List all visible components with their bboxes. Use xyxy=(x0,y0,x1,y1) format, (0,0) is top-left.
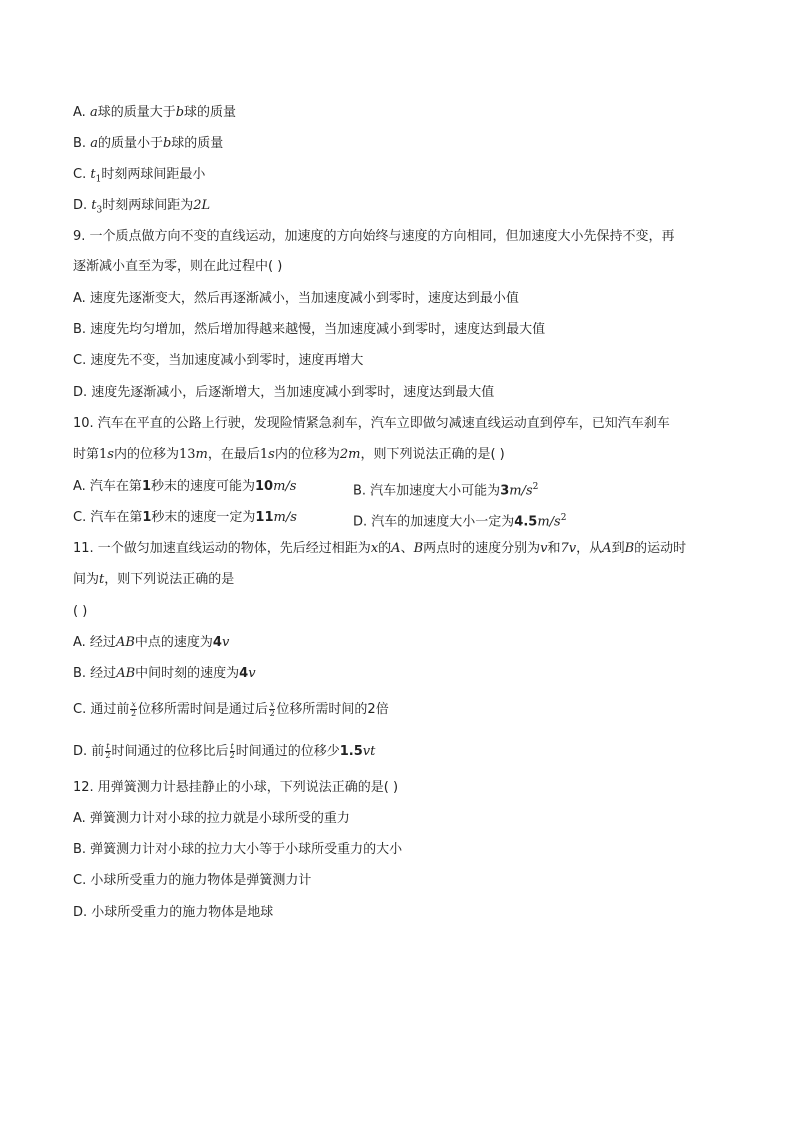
math: A xyxy=(391,541,401,556)
number: 10 xyxy=(255,479,274,494)
math: 2L xyxy=(193,198,211,213)
text: B. 经过 xyxy=(73,666,117,681)
number: 11 xyxy=(255,510,274,525)
text: 间为 xyxy=(73,572,100,587)
q8-option-a xyxy=(73,104,236,122)
q12-option-b: B. 弹簧测力计对小球的拉力大小等于小球所受重力的大小 xyxy=(73,842,403,857)
denominator: 2 xyxy=(105,751,111,760)
math: b xyxy=(175,105,185,120)
math: t xyxy=(90,167,96,182)
text: 11. 一个做匀加速直线运动的物体，先后经过相距为 xyxy=(73,541,371,556)
q10-stem-line1: 10. 汽车在平直的公路上行驶，发现险情紧急刹车，汽车立即做匀减速直线运动直到停车，已知汽车刹车 xyxy=(73,416,670,431)
numerator: x xyxy=(131,700,136,709)
denominator: 2 xyxy=(269,709,275,718)
fraction xyxy=(269,701,276,718)
text: 秒末的速度可能为 xyxy=(150,479,255,494)
math: v xyxy=(221,635,230,650)
text: C. 通过前 xyxy=(73,702,130,717)
text: 位移所需时间是通过后 xyxy=(137,702,268,717)
math: s xyxy=(268,447,275,462)
text: 位移所需时间的 xyxy=(276,702,368,717)
numerator: t xyxy=(230,742,234,751)
text: ，则下列说法正确的是 xyxy=(104,572,235,587)
q11-option-b xyxy=(73,665,256,683)
number: 1 xyxy=(259,447,269,462)
q11-stem-line2 xyxy=(73,571,234,589)
q11-option-a xyxy=(73,634,229,652)
text: 到 xyxy=(611,541,625,556)
q10-stem-line2 xyxy=(73,446,505,464)
text: 两点时的速度分别为 xyxy=(423,541,541,556)
q10-option-b xyxy=(353,478,538,500)
unit: m/s xyxy=(273,479,297,494)
denominator: 2 xyxy=(131,709,137,718)
text: 的 xyxy=(378,541,392,556)
q9-option-d: D. 速度先逐渐减小，后逐渐增大，当加速度减小到零时，速度达到最大值 xyxy=(73,385,495,400)
q12-option-d: D. 小球所受重力的施力物体是地球 xyxy=(73,905,274,920)
q9-option-c: C. 速度先不变，当加速度减小到零时，速度再增大 xyxy=(73,353,364,368)
number: 4 xyxy=(239,666,249,681)
text: B. xyxy=(73,136,91,151)
number: 4.5 xyxy=(514,514,538,530)
q10-option-c xyxy=(73,509,297,527)
text: 、 xyxy=(400,541,414,556)
math: a xyxy=(90,136,98,151)
text: 时刻两球间距为 xyxy=(102,198,194,213)
math: AB xyxy=(115,635,135,650)
text: 球的质量 xyxy=(184,105,237,120)
text: 时间通过的位移少 xyxy=(235,744,340,759)
fraction xyxy=(105,743,110,760)
q9-option-a: A. 速度先逐渐变大，然后再逐渐减小，当加速度减小到零时，速度达到最小值 xyxy=(73,291,519,306)
math: A xyxy=(602,541,612,556)
unit: m/s xyxy=(537,514,561,530)
q11-stem-line3: ( ) xyxy=(73,604,88,619)
text: 球的质量大于 xyxy=(97,105,176,120)
math: B xyxy=(413,541,424,556)
math: t xyxy=(99,572,105,587)
q9-stem-line2: 逐渐减小直至为零，则在此过程中( ) xyxy=(73,259,283,274)
number: 1 xyxy=(142,510,152,525)
superscript: 2 xyxy=(532,482,539,492)
number: 13 xyxy=(178,447,196,462)
math: m xyxy=(195,447,208,462)
numerator: t xyxy=(106,742,110,751)
math: AB xyxy=(116,666,136,681)
text: 时间通过的位移比后 xyxy=(111,744,229,759)
q10-option-d xyxy=(353,509,566,531)
text: D. xyxy=(73,198,92,213)
q12-option-a: A. 弹簧测力计对小球的拉力就是小球所受的重力 xyxy=(73,811,350,826)
text: 中间时刻的速度为 xyxy=(135,666,240,681)
text: C. xyxy=(73,167,91,182)
unit: m/s xyxy=(273,510,297,525)
math: x xyxy=(370,541,379,556)
number: 3 xyxy=(500,483,510,499)
text: 内的位移为 xyxy=(113,447,179,462)
math: vt xyxy=(362,744,376,759)
text: 倍 xyxy=(375,702,389,717)
q10-option-a xyxy=(73,478,296,496)
numerator: x xyxy=(269,700,275,709)
superscript: 2 xyxy=(560,513,567,523)
q8-option-b xyxy=(73,135,223,153)
q9-stem-line1: 9. 一个质点做方向不变的直线运动，加速度的方向始终与速度的方向相同，但加速度大小先保持不变，再 xyxy=(73,229,675,244)
text: B. 汽车加速度大小可能为 xyxy=(353,483,501,499)
denominator: 2 xyxy=(229,751,235,760)
unit: m/s xyxy=(509,483,533,499)
text: 的运动时 xyxy=(634,541,687,556)
math: t xyxy=(91,198,97,213)
text: 内的位移为 xyxy=(274,447,340,462)
q11-stem-line1 xyxy=(73,540,686,558)
text: ，从 xyxy=(576,541,603,556)
fraction xyxy=(130,701,137,718)
text: C. 汽车在第 xyxy=(73,510,143,525)
q11-option-c xyxy=(73,701,389,719)
q12-option-c: C. 小球所受重力的施力物体是弹簧测力计 xyxy=(73,873,312,888)
number: 1 xyxy=(99,447,108,462)
q12-stem: 12. 用弹簧测力计悬挂静止的小球，下列说法正确的是( ) xyxy=(73,780,399,795)
math: v xyxy=(248,666,256,681)
subscript: 3 xyxy=(96,205,103,216)
subscript: 1 xyxy=(95,174,102,185)
math: s xyxy=(107,447,114,462)
number: 1.5 xyxy=(339,744,363,759)
number: 2 xyxy=(367,702,376,717)
math: b xyxy=(162,136,172,151)
q11-option-d xyxy=(73,743,375,761)
q8-option-d xyxy=(73,197,210,220)
math: 2m xyxy=(339,447,361,462)
text: 中点的速度为 xyxy=(134,635,213,650)
text: D. 前 xyxy=(73,744,105,759)
text: 和 xyxy=(547,541,561,556)
text: 秒末的速度一定为 xyxy=(151,510,256,525)
math: 7v xyxy=(560,541,577,556)
text: A. xyxy=(73,105,90,120)
text: ，在最后 xyxy=(207,447,260,462)
number: 1 xyxy=(141,479,151,494)
text: ，则下列说法正确的是( ) xyxy=(360,447,505,462)
fraction xyxy=(230,743,235,760)
math: B xyxy=(624,541,635,556)
math: v xyxy=(540,541,548,556)
math: a xyxy=(89,105,98,120)
q9-option-b: B. 速度先均匀增加，然后增加得越来越慢，当加速度减小到零时，速度达到最大值 xyxy=(73,322,546,337)
text: 球的质量 xyxy=(171,136,224,151)
q8-option-c xyxy=(73,166,205,189)
text: 的质量小于 xyxy=(97,136,163,151)
text: D. 汽车的加速度大小一定为 xyxy=(353,514,515,530)
number: 4 xyxy=(212,635,222,650)
text: 时刻两球间距最小 xyxy=(101,167,206,182)
text: A. 经过 xyxy=(73,635,116,650)
text: A. 汽车在第 xyxy=(73,479,142,494)
text: 时第 xyxy=(73,447,100,462)
